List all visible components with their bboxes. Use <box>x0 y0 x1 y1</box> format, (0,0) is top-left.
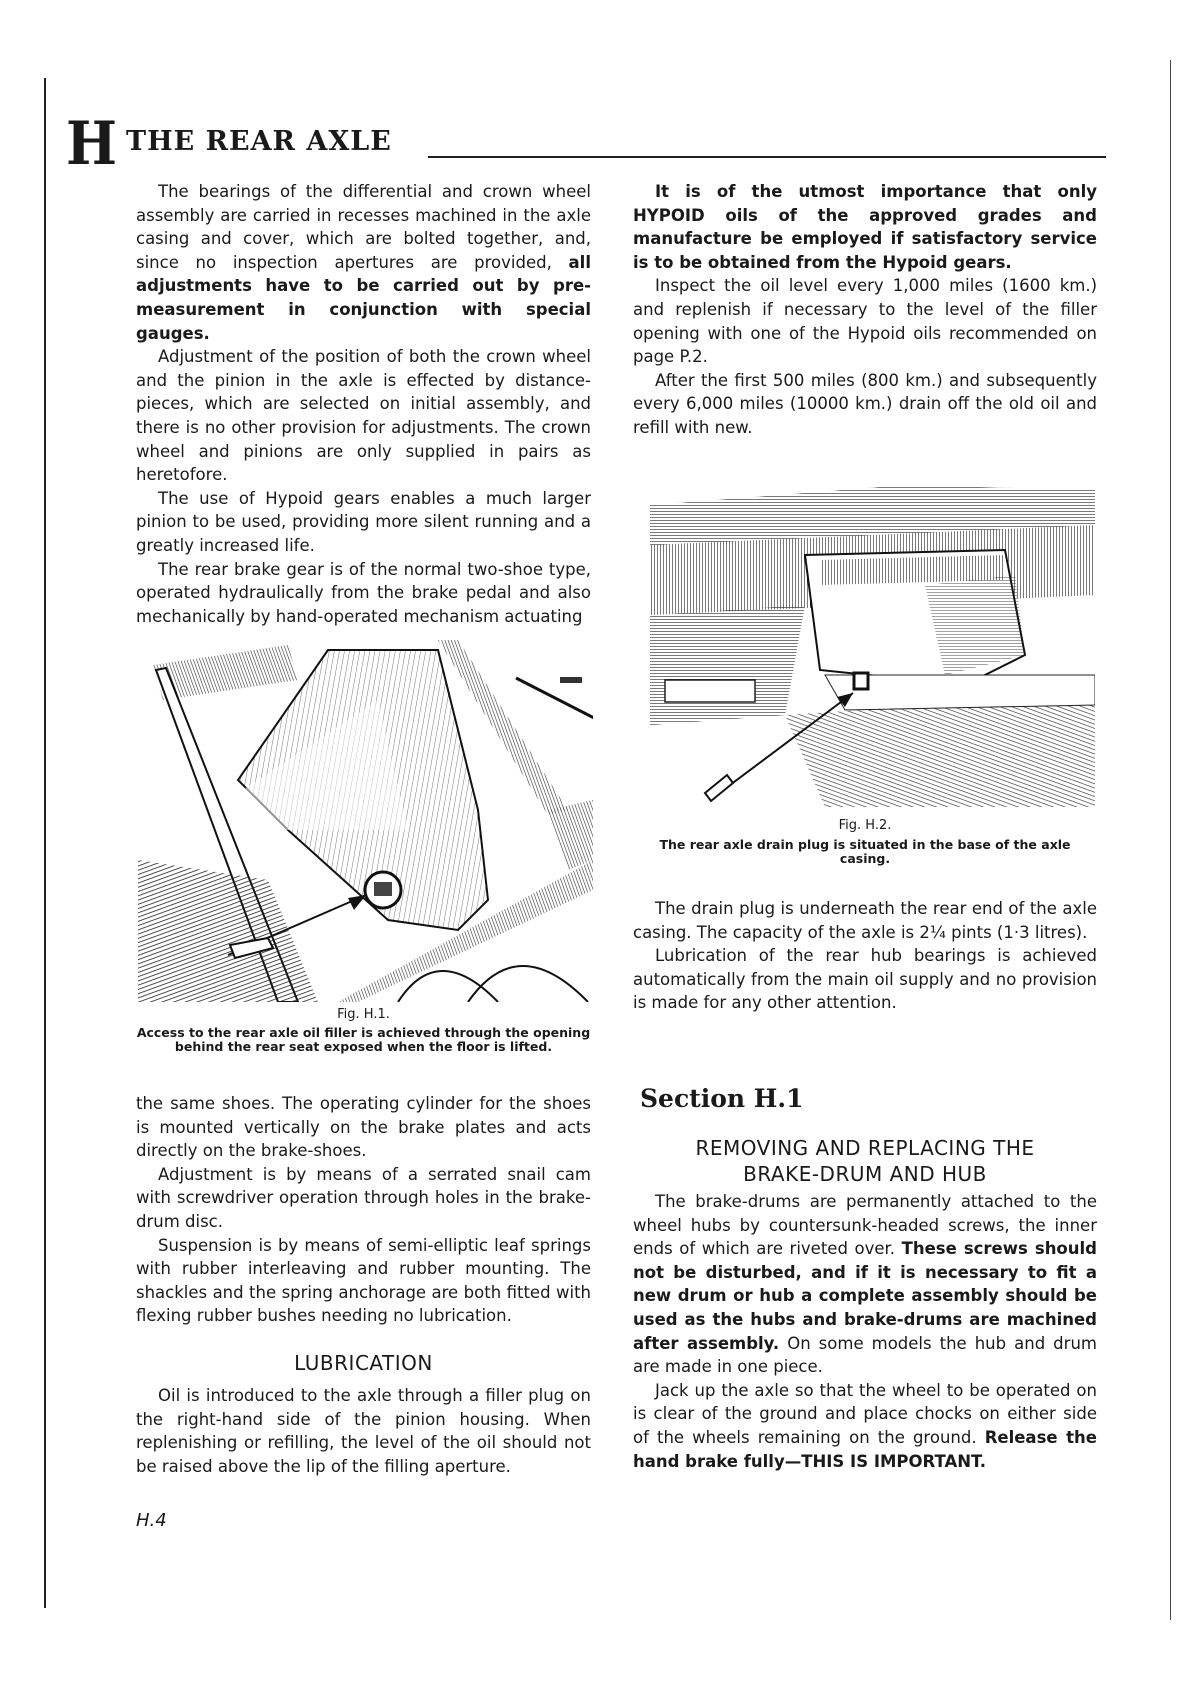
paragraph-bearings: The bearings of the differential and crown wheel assembly are carried in recesses machined in the axle casing and cover, which are bolted together, and, since no inspection apertures are provided, all adjustments have to be carried out by pre-measurement in conjunction with special gauges. <box>136 182 591 343</box>
paragraph-jack-up: Jack up the axle so that the wheel to be operated on is clear of the ground and place chocks on either side of the wheels remaining on the ground. Release the hand brake fully—THIS IS IMPORTANT. <box>633 1380 1097 1471</box>
lubrication-heading: LUBRICATION <box>294 1351 433 1375</box>
lubrication-section <box>136 1384 591 1478</box>
paragraph-hypoid-gears: The use of Hypoid gears enables a much larger pinion to be used, providing more silent running and a greatly increased life. <box>136 488 591 555</box>
left-column-continued <box>136 1092 591 1328</box>
figure-h1-label: Fig. H.1. <box>337 1007 390 1022</box>
section-heading: Section H.1 <box>640 1084 804 1113</box>
paragraph-inspect-oil: Inspect the oil level every 1,000 miles (1600 km.) and replenish if necessary to the level of the filler opening with one of the Hypoid oils recommended on page P.2. <box>633 276 1097 367</box>
figure-h1-caption: Access to the rear axle oil filler is achieved through the opening behind the rear seat exposed when the floor is lifted. <box>136 1025 591 1054</box>
right-column-intro <box>633 180 1097 440</box>
removing-heading-line1: REMOVING AND REPLACING THE <box>695 1136 1035 1160</box>
axle-filler-illustration <box>138 640 593 1002</box>
paragraph-hub-bearings: Lubrication of the rear hub bearings is achieved automatically from the main oil supply and no provision is made for any other attention. <box>633 946 1097 1013</box>
lubrication-heading-container <box>136 1350 591 1376</box>
figure-h2-illustration <box>645 475 1095 807</box>
paragraph-brake-gear: The rear brake gear is of the normal two-shoe type, operated hydraulically from the brake pedal and also mechanically by hand-operated mechanism actuating <box>136 559 591 626</box>
paragraph-drain-plug: The drain plug is underneath the rear end of the axle casing. The capacity of the axle is 2¼ pints (1·3 litres). <box>633 899 1097 942</box>
left-margin-rule <box>44 78 46 1608</box>
paragraph-snail-cam: Adjustment is by means of a serrated snail cam with screwdriver operation through holes in the brake-drum disc. <box>136 1164 591 1231</box>
left-column-intro <box>136 180 591 628</box>
paragraph-same-shoes: the same shoes. The operating cylinder for the shoes is mounted vertically on the brake plates and acts directly on the brake-shoes. <box>136 1094 591 1161</box>
removing-heading-line2: BRAKE-DRUM AND HUB <box>743 1162 987 1186</box>
paragraph-brake-drums: The brake-drums are permanently attached to the wheel hubs by countersunk-headed screws, the inner ends of which are riveted over. These screws should not be disturbed, and if it is necessary to fit a new drum or hub a complete assembly should be used as the hubs and brake-drums are machined after assembly. On some models the hub and drum are made in one piece. <box>633 1192 1097 1377</box>
paragraph-suspension: Suspension is by means of semi-elliptic leaf springs with rubber interleaving and rubber mounting. The shackles and the spring anchorage are both fitted with flexing rubber bushes needing no lubrication. <box>136 1235 591 1326</box>
chapter-letter: H <box>66 109 118 179</box>
right-column-drain <box>633 897 1097 1015</box>
paragraph-oil-filler: Oil is introduced to the axle through a filler plug on the right-hand side of the pinion housing. When replenishing or refilling, the level of the oil should not be raised above the lip of the filling aperture. <box>136 1386 591 1476</box>
removing-heading-container <box>633 1135 1097 1187</box>
figure-h2-label: Fig. H.2. <box>838 818 892 833</box>
paragraph-drain-interval: After the first 500 miles (800 km.) and subsequently every 6,000 miles (10000 km.) drain off the old oil and refill with new. <box>633 370 1097 437</box>
right-column-brake-drum <box>633 1190 1097 1473</box>
title-rule <box>428 156 1106 158</box>
drain-plug-illustration <box>645 475 1095 807</box>
figure-h2-caption: The rear axle drain plug is situated in the base of the axle casing. <box>659 837 1071 866</box>
right-margin-rule <box>1170 60 1171 1620</box>
page-title: THE REAR AXLE <box>126 126 392 157</box>
page-header <box>66 109 1106 182</box>
paragraph-hypoid-warning: It is of the utmost importance that only HYPOID oils of the approved grades and manufacture be employed if satisfactory service is to be obtained from the Hypoid gears. <box>633 182 1097 272</box>
figure-h1-illustration <box>138 640 593 1002</box>
paragraph-adjustment: Adjustment of the position of both the crown wheel and the pinion in the axle is effected by distance-pieces, which are selected on initial assembly, and there is no other provision for adjustments. The crown wheel and pinions are only supplied in pairs as heretofore. <box>136 347 591 485</box>
page-number: H.4 <box>136 1510 167 1531</box>
